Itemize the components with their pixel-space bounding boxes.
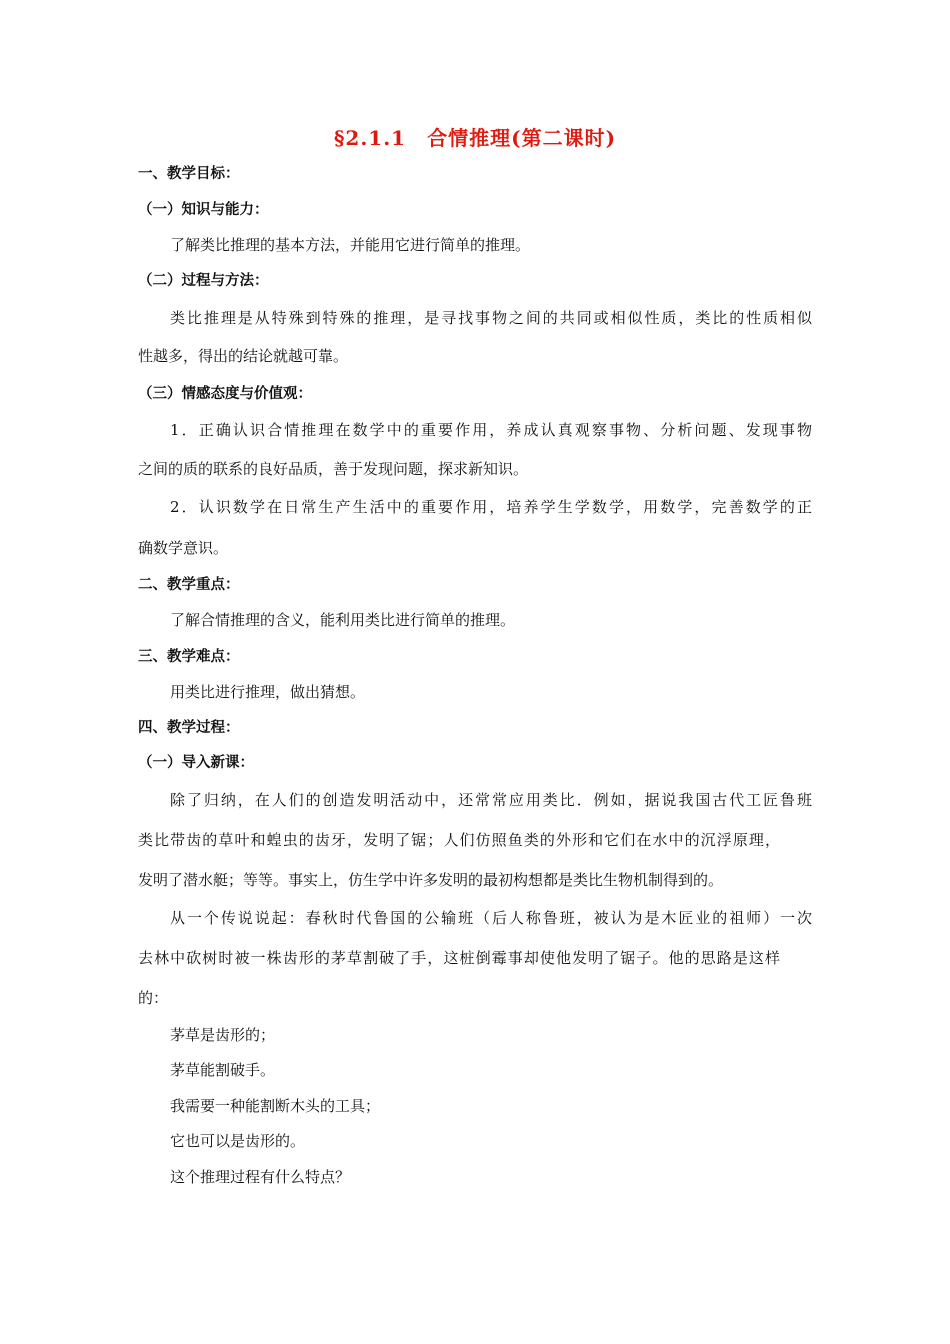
paragraph-line: 的： xyxy=(138,989,169,1007)
subheading-attitude: （三）情感态度与价值观： xyxy=(138,386,312,402)
section-heading-key-points: 二、教学重点： xyxy=(138,577,240,593)
section-heading-difficulties: 三、教学难点： xyxy=(138,649,240,665)
paragraph-line: 除了归纳，在人们的创造发明活动中，还常常应用类比．例如，据说我国古代工匠鲁班 xyxy=(170,791,812,809)
paragraph-line: 它也可以是齿形的。 xyxy=(170,1132,306,1150)
paragraph-line: 之间的质的联系的良好品质，善于发现问题，探求新知识。 xyxy=(138,460,529,478)
page-title: §2.1.1 合情推理(第二课时) xyxy=(333,126,617,150)
paragraph-line: 茅草能割破手。 xyxy=(170,1061,276,1079)
paragraph-line: 1．正确认识合情推理在数学中的重要作用，养成认真观察事物、分析问题、发现事物 xyxy=(170,421,812,439)
subheading-introduction: （一）导入新课： xyxy=(138,755,254,771)
paragraph-line: 性越多，得出的结论就越可靠。 xyxy=(138,347,349,365)
paragraph-line: 发明了潜水艇；等等。事实上，仿生学中许多发明的最初构想都是类比生物机制得到的。 xyxy=(138,871,724,889)
paragraph-line: 确数学意识。 xyxy=(138,539,229,557)
paragraph-line: 这个推理过程有什么特点？ xyxy=(170,1168,351,1186)
section-heading-process: 四、教学过程： xyxy=(138,720,240,736)
paragraph-line: 了解合情推理的含义，能利用类比进行简单的推理。 xyxy=(170,611,516,629)
paragraph-line: 2．认识数学在日常生产生活中的重要作用，培养学生学数学，用数学，完善数学的正 xyxy=(170,498,812,516)
paragraph-line: 从一个传说说起：春秋时代鲁国的公输班（后人称鲁班，被认为是木匠业的祖师）一次 xyxy=(170,909,812,927)
paragraph-line: 用类比进行推理，做出猜想。 xyxy=(170,683,366,701)
paragraph-line: 类比推理是从特殊到特殊的推理，是寻找事物之间的共同或相似性质，类比的性质相似 xyxy=(170,309,812,327)
paragraph-line: 类比带齿的草叶和蝗虫的齿牙，发明了锯；人们仿照鱼类的外形和它们在水中的沉浮原理， xyxy=(138,831,780,849)
paragraph-line: 去林中砍树时被一株齿形的茅草割破了手，这桩倒霉事却使他发明了锯子。他的思路是这样 xyxy=(138,949,780,967)
section-heading-objectives: 一、教学目标： xyxy=(138,166,240,182)
paragraph-line: 茅草是齿形的； xyxy=(170,1026,276,1044)
subheading-process: （二）过程与方法： xyxy=(138,273,269,289)
paragraph-line: 了解类比推理的基本方法，并能用它进行简单的推理。 xyxy=(170,236,531,254)
paragraph-line: 我需要一种能割断木头的工具； xyxy=(170,1097,381,1115)
subheading-knowledge: （一）知识与能力： xyxy=(138,202,269,218)
